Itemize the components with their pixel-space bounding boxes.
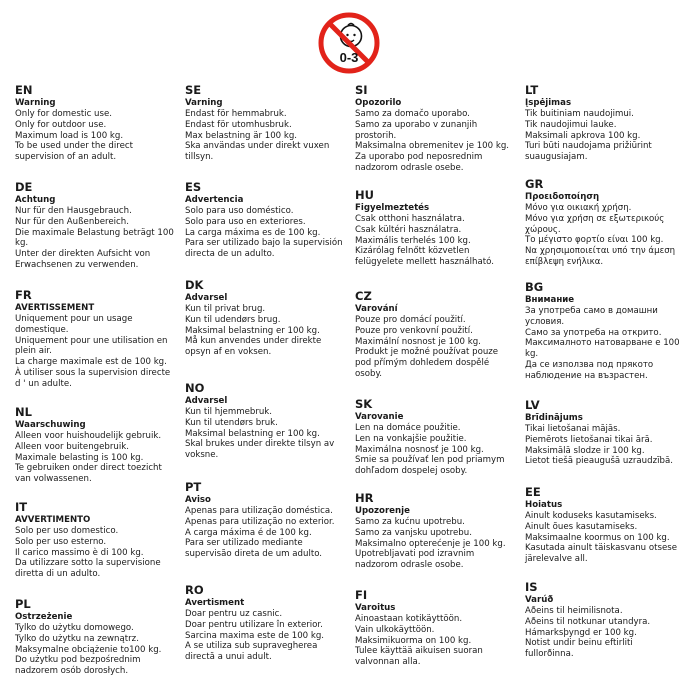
- warning-block-pl: [15, 597, 180, 677]
- warning-line: Må kun anvendes under direkte: [185, 336, 322, 347]
- language-code: ES: [185, 180, 202, 194]
- warning-title: Varning: [185, 98, 223, 108]
- warning-line: À utiliser sous la supervision directe: [15, 367, 171, 378]
- warning-block-nl: [15, 405, 180, 485]
- warning-line: Aðeins til notkunar utandyra.: [525, 616, 651, 627]
- warning-block-es: [185, 180, 350, 260]
- warning-line: La carga máxima es de 100 kg.: [185, 227, 321, 238]
- warning-block-de: [15, 180, 180, 271]
- warning-line: Solo per uso domestico.: [15, 526, 119, 536]
- warning-line: directă a unui adult.: [185, 652, 272, 663]
- warning-title: Įspėjimas: [525, 98, 572, 108]
- language-code: SK: [355, 397, 373, 411]
- warning-line: Nur für den Außenbereich.: [15, 216, 129, 227]
- warning-line: Ainult õues kasutamiseks.: [525, 521, 638, 532]
- language-code: GR: [525, 177, 544, 191]
- warning-line: Kasutada ainult täiskasvanu otsese: [525, 543, 678, 554]
- warning-line: Notist undir beinu eftirliti: [525, 638, 633, 649]
- warning-line: Maximální nosnost je 100 kg.: [355, 336, 481, 347]
- warning-line: Samo za kućnu upotrebu.: [355, 517, 465, 527]
- warning-line: Alleen voor huishoudelijk gebruik.: [15, 431, 162, 441]
- warning-block-ro: [185, 583, 350, 663]
- warning-line: directa de un adulto.: [185, 249, 275, 260]
- warning-block-no: [185, 381, 350, 461]
- warning-line: Only for domestic use.: [15, 109, 112, 119]
- warning-title: Advarsel: [185, 293, 228, 303]
- warning-line: Max belastning är 100 kg.: [185, 130, 298, 141]
- warning-line: Il carico massimo è di 100 kg.: [15, 547, 144, 558]
- warning-block-en: [15, 83, 180, 163]
- warning-title: Achtung: [15, 195, 56, 205]
- language-code: EN: [15, 83, 33, 97]
- language-code: SE: [185, 83, 202, 97]
- warning-line: A carga máxima é de 100 kg.: [185, 527, 312, 538]
- warning-line: fullorðinna.: [525, 649, 574, 660]
- warning-line: Upotrebljavati pod izravnim: [355, 549, 475, 560]
- warning-line: Ska användas under direkt vuxen: [185, 141, 330, 152]
- warning-line: Para ser utilizado mediante: [185, 538, 303, 549]
- warning-line: Endast för hemmabruk.: [185, 109, 287, 119]
- warning-line: Samo za vanjsku upotrebu.: [355, 527, 472, 538]
- warning-title: Brīdinājums: [525, 413, 583, 423]
- warning-line: Tulee käyttää aikuisen suoran: [355, 646, 483, 657]
- warning-block-bg: [525, 280, 690, 382]
- warning-line: Το μέγιστο φορτίο είναι 100 kg.: [525, 235, 664, 246]
- warning-title: Advarsel: [185, 396, 228, 406]
- warning-line: Skal brukes under direkte tilsyn av: [185, 439, 335, 450]
- language-code: FI: [355, 588, 368, 602]
- language-code: HU: [355, 188, 374, 202]
- warning-title: Varoitus: [355, 603, 396, 613]
- warning-line: Alleen voor buitengebruik.: [15, 441, 129, 452]
- warning-line: Pouze pro venkovní použití.: [355, 325, 473, 336]
- language-code: HR: [355, 491, 374, 505]
- warning-title: Ostrzeżenie: [15, 612, 73, 622]
- warning-line: Tikai lietošanai mājās.: [525, 424, 621, 434]
- warning-block-lt: [525, 83, 690, 163]
- warning-line: pod přímým dohledem dospělé: [355, 358, 490, 369]
- warning-line: Tylko do użytku na zewnątrz.: [15, 633, 139, 644]
- warning-title: Внимание: [525, 295, 575, 305]
- warning-line: Para ser utilizado bajo la supervisión: [185, 238, 343, 249]
- warning-line: diretta di un adulto.: [15, 569, 101, 580]
- warning-line: Nur für den Hausgebrauch.: [15, 206, 132, 216]
- warning-line: Vain ulkokäyttöön.: [355, 624, 435, 635]
- warning-block-hu: [355, 188, 520, 268]
- warning-line: opsyn af en voksen.: [185, 347, 272, 358]
- warning-line: Tylko do użytku domowego.: [15, 623, 134, 633]
- warning-line: Maximum load is 100 kg.: [15, 130, 124, 141]
- warning-line: условия.: [525, 316, 565, 327]
- warning-line: Do użytku pod bezpośrednim: [15, 655, 141, 666]
- warning-line: Maksimal belastning er 100 kg.: [185, 428, 320, 439]
- warning-title: AVVERTIMENTO: [15, 515, 91, 525]
- warning-block-se: [185, 83, 350, 163]
- warning-line: Len na vonkajšie použitie.: [355, 433, 467, 444]
- language-code: PL: [15, 597, 31, 611]
- language-code: NO: [185, 381, 205, 395]
- warning-line: Maksimālā slodze ir 100 kg.: [525, 445, 645, 456]
- warning-line: Solo per uso esterno.: [15, 536, 107, 547]
- warning-block-fr: [15, 288, 180, 390]
- warning-title: Waarschuwing: [15, 420, 86, 430]
- warning-line: Csak kültéri használatra.: [355, 224, 462, 235]
- warning-line: plein air.: [15, 346, 52, 357]
- warning-title: Upozorenje: [355, 506, 410, 516]
- language-code: FR: [15, 288, 32, 302]
- language-code: EE: [525, 485, 541, 499]
- warning-line: van volwassenen.: [15, 474, 92, 485]
- warning-line: nadzorem osób dorosłych.: [15, 666, 129, 677]
- warning-line: Only for outdoor use.: [15, 119, 107, 130]
- warning-line: Len na domáce použitie.: [355, 423, 461, 433]
- warning-line: Kizárólag felnőtt közvetlen: [355, 246, 470, 257]
- warning-line: A se utiliza sub supravegherea: [185, 641, 318, 652]
- age-label: 0-3: [339, 50, 359, 65]
- warning-line: Maksymalne obciążenie to100 kg.: [15, 644, 162, 655]
- warning-line: To be used under the direct: [15, 141, 133, 152]
- warning-line: supervisão direta de um adulto.: [185, 549, 323, 560]
- warning-line: dohľadom dospelej osoby.: [355, 466, 468, 477]
- warning-line: Maksimal belastning er 100 kg.: [185, 325, 320, 336]
- warning-line: nadzorom odrasle osebe.: [355, 162, 464, 173]
- warning-line: tillsyn.: [185, 152, 214, 163]
- warning-line: Максималното натоварване е 100: [525, 338, 680, 349]
- warning-line: Uniquement pour un usage: [15, 314, 133, 324]
- warning-line: d ' un adulte.: [15, 378, 72, 389]
- warning-line: χώρους.: [525, 224, 561, 235]
- warning-line: Tik buitiniam naudojimui.: [525, 109, 634, 119]
- warning-line: Unter der direkten Aufsicht von: [15, 249, 151, 260]
- warning-line: voksne.: [185, 450, 219, 461]
- warning-line: Samo za domačo uporabo.: [355, 109, 470, 119]
- warning-line: kg.: [525, 349, 539, 360]
- warning-block-ee: [525, 485, 690, 565]
- warning-line: Maksimali apkrova 100 kg.: [525, 130, 641, 141]
- warning-line: Produkt je možné používat pouze: [355, 347, 499, 358]
- warning-line: Kun til privat brug.: [185, 304, 266, 314]
- warning-line: Erwachsenen zu verwenden.: [15, 259, 139, 270]
- warning-block-hr: [355, 491, 520, 571]
- warning-block-it: [15, 500, 180, 580]
- warning-line: Maksimalno opterećenje je 100 kg.: [355, 538, 506, 549]
- warning-line: Piemērots lietošanai tikai ārā.: [525, 434, 653, 445]
- warning-line: Smie sa používať len pod priamym: [355, 455, 505, 466]
- warning-line: La charge maximale est de 100 kg.: [15, 357, 167, 368]
- warning-line: Maximálna nosnosť je 100 kg.: [355, 444, 484, 455]
- warning-line: Μόνο για οικιακή χρήση.: [525, 203, 632, 213]
- warning-title: Varování: [355, 304, 398, 314]
- warning-line: Kun til hjemmebruk.: [185, 407, 273, 417]
- language-code: DE: [15, 180, 33, 194]
- language-code: BG: [525, 280, 544, 294]
- warning-line: Maximale belasting is 100 kg.: [15, 452, 144, 463]
- warning-line: Να χρησιμοποιείται υπό την άμεση: [525, 246, 676, 257]
- language-code: DK: [185, 278, 204, 292]
- warning-line: Te gebruiken onder direct toezicht: [15, 463, 162, 474]
- warning-line: supervision of an adult.: [15, 152, 117, 163]
- warning-line: felügyelete mellett használható.: [355, 257, 494, 268]
- warning-block-is: [525, 580, 690, 660]
- warning-line: suaugusiajam.: [525, 152, 588, 163]
- warning-line: Doar pentru utilizare în exterior.: [185, 619, 323, 630]
- warning-line: Solo para uso en exteriores.: [185, 216, 306, 227]
- warning-block-fi: [355, 588, 520, 668]
- warning-line: Tik naudojimui lauke.: [525, 119, 617, 130]
- warning-title: Advertencia: [185, 195, 244, 205]
- warning-line: Ainoastaan kotikäyttöön.: [355, 614, 463, 624]
- warning-line: valvonnan alla.: [355, 657, 421, 668]
- warning-line: kg.: [15, 238, 29, 249]
- warning-line: Да се използва под прякото: [525, 359, 654, 370]
- warning-title: AVERTISSEMENT: [15, 303, 95, 313]
- language-code: SI: [355, 83, 368, 97]
- warning-block-lv: [525, 398, 690, 467]
- warning-line: järelevalve all.: [525, 554, 588, 565]
- warning-line: domestique.: [15, 324, 69, 335]
- warning-title: Varúð: [525, 595, 554, 605]
- warning-line: Die maximale Belastung beträgt 100: [15, 227, 174, 238]
- warning-line: osoby.: [355, 368, 383, 379]
- warning-line: Uniquement pour une utilisation en: [15, 335, 168, 346]
- warning-line: За употреба само в домашни: [525, 306, 658, 316]
- no-children-under-3-icon: [318, 12, 380, 74]
- language-code: LV: [525, 398, 540, 412]
- warning-line: Sarcina maxima este de 100 kg.: [185, 630, 325, 641]
- warning-title: Aviso: [185, 495, 211, 505]
- warning-line: Μόνο για χρήση σε εξωτερικούς: [525, 213, 665, 224]
- warning-line: Maksimikuorma on 100 kg.: [355, 635, 472, 646]
- warning-line: Doar pentru uz casnic.: [185, 609, 283, 619]
- warning-line: Само за употреба на открито.: [525, 327, 662, 338]
- warning-block-pt: [185, 480, 350, 560]
- warning-line: Pouze pro domácí použití.: [355, 315, 466, 325]
- warning-line: Da utilizzare sotto la supervisione: [15, 558, 161, 569]
- warning-line: Turi būti naudojama prižiūrint: [525, 141, 652, 152]
- warning-title: Προειδοποίηση: [525, 192, 600, 202]
- warning-title: Warning: [15, 98, 56, 108]
- warning-line: Ainult koduseks kasutamiseks.: [525, 511, 657, 521]
- warning-line: Csak otthoni használatra.: [355, 214, 465, 224]
- language-code: NL: [15, 405, 32, 419]
- warning-block-dk: [185, 278, 350, 358]
- warning-block-si: [355, 83, 520, 174]
- language-code: LT: [525, 83, 539, 97]
- warning-line: Hámarksþyngd er 100 kg.: [525, 627, 637, 638]
- language-code: CZ: [355, 289, 372, 303]
- warning-line: Maksimalna obremenitev je 100 kg.: [355, 141, 510, 152]
- warning-line: Lietot tiešā pieaugušā uzraudzībā.: [525, 456, 673, 467]
- warning-line: επίβλεψη ενήλικα.: [525, 256, 604, 267]
- warning-line: Apenas para utilização doméstica.: [185, 506, 333, 516]
- warning-line: Za uporabo pod neposrednim: [355, 152, 483, 163]
- warning-line: Apenas para utilização no exterior.: [185, 516, 335, 527]
- warning-title: Opozorilo: [355, 98, 402, 108]
- warning-title: Hoiatus: [525, 500, 563, 510]
- warning-line: Maximális terhelés 100 kg.: [355, 235, 471, 246]
- warning-line: Kun til utendørs bruk.: [185, 417, 278, 428]
- warning-line: Maksimaalne koormus on 100 kg.: [525, 532, 670, 543]
- language-code: PT: [185, 480, 202, 494]
- warning-block-cz: [355, 289, 520, 380]
- warning-title: Figyelmeztetés: [355, 203, 430, 213]
- warning-title: Varovanie: [355, 412, 404, 422]
- warning-line: Aðeins til heimilisnota.: [525, 606, 623, 616]
- warning-line: Kun til udendørs brug.: [185, 314, 281, 325]
- warning-title: Avertisment: [185, 598, 245, 608]
- language-code: IT: [15, 500, 28, 514]
- language-code: IS: [525, 580, 538, 594]
- warning-block-gr: [525, 177, 690, 268]
- warning-line: nadzorom odrasle osobe.: [355, 560, 464, 571]
- warning-block-sk: [355, 397, 520, 477]
- warning-line: Samo za uporabo v zunanjih: [355, 119, 478, 130]
- warning-line: Solo para uso doméstico.: [185, 206, 294, 216]
- language-code: RO: [185, 583, 204, 597]
- warning-line: prostorih.: [355, 130, 397, 141]
- warning-line: Endast för utomhusbruk.: [185, 119, 292, 130]
- warning-line: наблюдение на възрастен.: [525, 370, 648, 381]
